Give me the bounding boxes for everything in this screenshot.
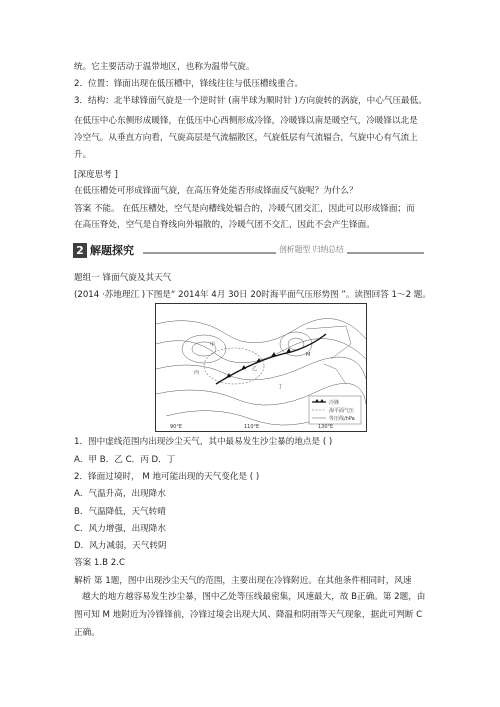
option-b: B．气温降低，天气转晴 (74, 507, 166, 517)
section-title: 解题探究 (90, 244, 134, 257)
analysis-line: 解析 第 1题，图中出现沙尘天气的范围，主要出现在冷锋附近。在其他条件相同时，风速 (74, 576, 412, 586)
map-longitude-90: 90°E (170, 424, 183, 430)
map-label-yi: 乙 (252, 366, 258, 372)
analysis-line: 越大的地方越容易发生沙尘暴，图中乙处等压线最密集，风速最大，故 B正确。第 2题，由 (82, 592, 426, 602)
option-d: D．风力减弱，天气转阴 (74, 541, 167, 551)
legend-isobar: 等压线/hPa (329, 416, 355, 422)
question-text: 在低压槽处可形成锋面气旋，在高压脊处能否形成锋面反气旋呢？为什么？ (74, 186, 358, 196)
section-header (73, 243, 424, 259)
section-number: 2 (73, 243, 87, 258)
deep-thinking-label: [深度思考 ] (74, 170, 118, 180)
pressure-map (155, 303, 367, 432)
section-subtitle: 剖析题型 归纳总结 (276, 244, 347, 256)
map-label-jia: 甲 (210, 342, 216, 348)
question-1: 1．图中虚线范围内出现沙尘天气，其中最易发生沙尘暴的地点是 ( ) (74, 437, 333, 447)
map-label-ding: 丁 (278, 384, 284, 390)
answer-text: 答案 不能。 在低压槽处，空气是向槽线处辐合的，冷暖气团交汇，因此可以形成锋面；而 (74, 204, 415, 214)
map-label-bing: 丙 (194, 370, 200, 376)
map-longitude-110: 110°E (244, 424, 260, 430)
text-line: 冷空气。从垂直方向看，气旋高层是气流辐散区，气旋低层有气流辐合，气旋中心有气流上 (74, 133, 418, 143)
legend-sea-level: 海平面气压 (329, 408, 355, 414)
map-label-m: M (306, 352, 311, 358)
intro-text: (2014 ·苏地理江 )下图是“ 2014年 4月 30日 20时海平面气压形势图 ”。读图回答 1～2 题。 (74, 290, 431, 300)
text-line: 在低压中心东侧形成暖锋，在低压中心西侧形成冷锋，冷暖锋以南是暖空气，冷暖锋以北是 (74, 116, 418, 126)
answer-text: 在高压脊处，空气是自脊线向外辐散的，冷暖气团不交汇，因此不会产生锋面。 (74, 220, 375, 230)
pressure-map-figure (156, 304, 366, 431)
analysis-line: 图可知 M 地附近为冷锋锋前，冷锋过境会出现大风、降温和阴雨等天气现象，据此可判断 C (74, 610, 423, 620)
answer-line: 答案 1.B 2.C (74, 558, 125, 568)
text-line: 升。 (74, 150, 92, 160)
option-c: C．风力增强，出现降水 (74, 524, 166, 534)
option-a: A．气温升高，出现降水 (74, 489, 166, 499)
legend-cold-front: 冷锋 (329, 400, 340, 406)
question-1-options: A．甲 B．乙 C．丙 D．丁 (74, 455, 176, 465)
group-title: 题组一 锋面气旋及其天气 (74, 273, 172, 283)
text-line: 统。它主要活动于温带地区，也称为温带气旋。 (74, 62, 255, 72)
question-2: 2．锋面过境时， M 地可能出现的天气变化是 ( ) (74, 472, 260, 482)
text-line: 2．位置：锋面出现在低压槽中，锋线往往与低压槽线重合。 (74, 79, 303, 89)
analysis-line: 正确。 (74, 628, 100, 638)
map-longitude-130: 130°E (318, 424, 334, 430)
text-line: 3．结构：北半球锋面气旋是一个逆时针 (南半球为顺时针 )方向旋转的涡旋，中心气压最低。 (74, 96, 427, 106)
